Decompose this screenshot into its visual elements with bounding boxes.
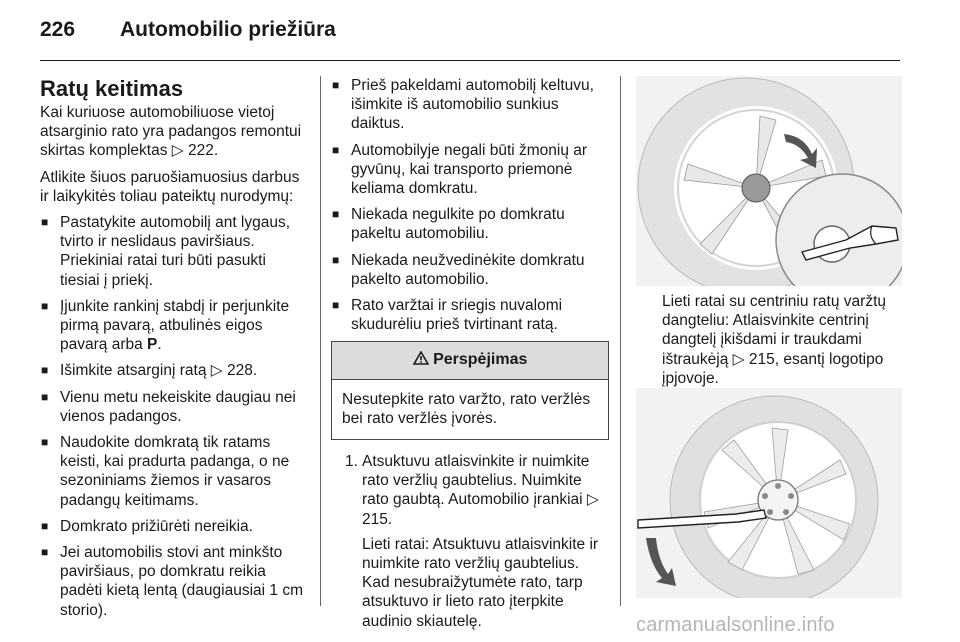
column-divider xyxy=(620,76,621,606)
page-ref-icon: ▷ xyxy=(732,350,745,368)
hubcap-removal-illustration xyxy=(636,388,902,598)
column-divider xyxy=(320,76,321,606)
warning-triangle-icon xyxy=(413,351,433,368)
section-heading: Ratų keitimas xyxy=(40,76,184,101)
list-item: ■ Prieš pakeldami automobilį keltuvu, išimkite iš automobilio sunkius daiktus. xyxy=(331,76,609,134)
prep-paragraph: Atlikite šiuos paruošiamuosius darbus ir laikykitės toliau pateiktų nurodymų: xyxy=(40,168,300,205)
header-rule xyxy=(40,60,900,61)
step-text: Atsuktuvu atlaisvinkite ir nuimkite rato veržlių gaubtelius. Nuimkite rato gaubtą. Automobilio įrankiai ▷ 215. xyxy=(362,453,599,528)
step-paragraph: Lieti ratai: Atsuktuvu atlaisvinkite ir nuimkite rato veržlių gaubtelius. Kad nesubraižytumėte rato, tarp atsuktuvo ir lieto rato įterpkite audinio skiautelę. xyxy=(362,535,599,630)
list-item: ■ Rato varžtai ir sriegis nuvalomi skudurėliu prieš tvirtinant ratą. xyxy=(331,296,609,334)
page-ref-icon: ▷ xyxy=(586,491,599,509)
list-item: ■ Naudokite domkratą tik ratams keisti, kai pradurta padanga, o ne sezoniniams žiemos ir vasaros padangų keitimams. xyxy=(40,433,308,510)
warning-header xyxy=(332,342,608,379)
list-item: ■ Jei automobilis stovi ant minkšto paviršiaus, po domkratu reikia padėti kietą lentą (daugiausiai 1 cm storio). xyxy=(40,543,308,620)
wheel-cap-illustration xyxy=(636,76,902,286)
warning-title: Perspėjimas xyxy=(433,351,528,369)
list-item: ■ Niekada negulkite po domkratu pakeltu automobiliu. xyxy=(331,205,609,243)
list-item: ■ Vienu metu nekeiskite daugiau nei vienos padangos. xyxy=(40,388,308,426)
section-title: Automobilio priežiūra xyxy=(120,18,336,41)
page-number: 226 xyxy=(40,18,76,41)
instruction-list xyxy=(331,76,609,334)
list-item: ■ Įjunkite rankinį stabdį ir perjunkite pirmą pavarą, atbulinės eigos pavarą arba P. xyxy=(40,297,308,355)
watermark: carmanualsonline.info xyxy=(636,614,835,636)
instruction-list xyxy=(40,213,308,620)
step-item xyxy=(331,452,609,631)
warning-box xyxy=(331,341,609,440)
list-item: ■ Automobilyje negali būti žmonių ar gyvūnų, kai transporto priemonė keliama domkratu. xyxy=(331,141,609,199)
step-list xyxy=(331,452,609,631)
page-ref-icon: ▷ xyxy=(171,142,184,160)
step-number: 1. xyxy=(345,453,358,471)
page-header xyxy=(40,18,336,48)
column-middle xyxy=(331,76,609,637)
list-item: ■ Niekada neužvedinėkite domkratu pakelto automobilio. xyxy=(331,251,609,289)
list-item: ■ Išimkite atsarginį ratą ▷ 228. xyxy=(40,361,308,380)
warning-body: Nesutepkite rato varžto, rato veržlės bei rato veržlės įvorės. xyxy=(342,390,591,427)
column-left xyxy=(40,76,308,627)
intro-paragraph: Kai kuriuose automobiliuose vietoj atsarginio rato yra padangos remontui skirtas komplektas ▷ 222. xyxy=(40,104,302,160)
page-ref-icon: ▷ xyxy=(210,362,223,380)
list-item: ■ Pastatykite automobilį ant lygaus, tvirto ir neslidaus paviršiaus. Priekiniai ratai turi būti pasukti tiesiai į priekį. xyxy=(40,213,308,290)
figure-caption: Lieti ratai su centriniu ratų varžtų dangteliu: Atlaisvinkite centrinį dangtelį įkišdami ir traukdami ištraukėją ▷ 215, esantį logotipo įpjovoje. xyxy=(662,293,886,387)
list-item: ■ Domkrato prižiūrėti nereikia. xyxy=(40,517,308,536)
